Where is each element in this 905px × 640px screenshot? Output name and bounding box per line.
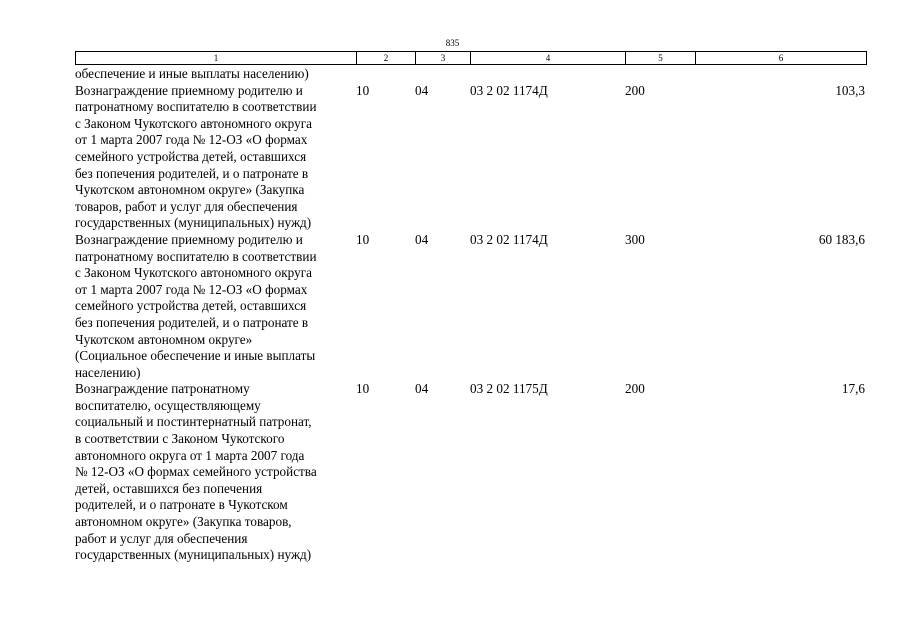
expense-type-cell: 200 (625, 82, 645, 98)
description-cell: Вознаграждение патронатному воспитателю, осуществляющему социальный и постинтернатный патронат, в соответствии с Законом Чукотского автономного округа от 1 марта 2007 года № 12-ОЗ «О формах семейного устройства детей, оставшихся без попечения родителей, и о патронате в Чукотском автономном округе» (Закупка товаров, работ и услуг для обеспечения государственных (муниципальных) нужд) (75, 381, 317, 563)
subsection-cell (415, 66, 470, 83)
column-header: 4 (471, 52, 626, 64)
target-article-cell (470, 66, 625, 83)
section-cell: 10 (356, 381, 370, 397)
expense-type-cell (625, 66, 695, 83)
subsection-cell: 04 (415, 231, 429, 247)
table-header (75, 51, 867, 65)
table-row (75, 381, 867, 564)
section-cell (356, 66, 415, 83)
section-cell: 10 (356, 82, 370, 98)
table-row (75, 66, 867, 83)
amount-cell: 17,6 (841, 381, 865, 397)
amount-cell (695, 66, 865, 83)
subsection-cell: 04 (415, 381, 429, 397)
column-header: 1 (76, 52, 357, 64)
description-cell: Вознаграждение приемному родителю и патронатному воспитателю в соответствии с Законом Чукотского автономного округа от 1 марта 2007 года № 12-ОЗ «О формах семейного устройства детей, оставшихся без попечения родителей, и о патронате в Чукотском автономном округе» (Социальное обеспечение и иные выплаты населению) (75, 231, 317, 380)
expense-type-cell: 300 (625, 231, 645, 247)
target-article-cell: 03 2 02 1175Д (470, 381, 548, 397)
column-header: 6 (778, 53, 784, 63)
table-row (75, 232, 867, 381)
amount-cell: 60 183,6 (818, 231, 865, 247)
table-body (75, 66, 867, 564)
table-row (75, 83, 867, 232)
expense-type-cell: 200 (625, 381, 645, 397)
page-number: 835 (445, 38, 460, 48)
subsection-cell: 04 (415, 82, 429, 98)
target-article-cell: 03 2 02 1174Д (470, 82, 548, 98)
amount-cell: 103,3 (835, 82, 865, 98)
description-cell: Вознаграждение приемному родителю и патронатному воспитателю в соответствии с Законом Чукотского автономного округа от 1 марта 2007 года № 12-ОЗ «О формах семейного устройства детей, оставшихся без попечения родителей, и о патронате в Чукотском автономном округе» (Закупка товаров, работ и услуг для обеспечения государственных (муниципальных) нужд) (75, 82, 317, 231)
column-header: 5 (626, 52, 696, 64)
description-cell: обеспечение и иные выплаты населению) (75, 66, 309, 81)
section-cell: 10 (356, 231, 370, 247)
target-article-cell: 03 2 02 1174Д (470, 231, 548, 247)
column-header: 3 (416, 52, 471, 64)
column-header: 2 (357, 52, 416, 64)
